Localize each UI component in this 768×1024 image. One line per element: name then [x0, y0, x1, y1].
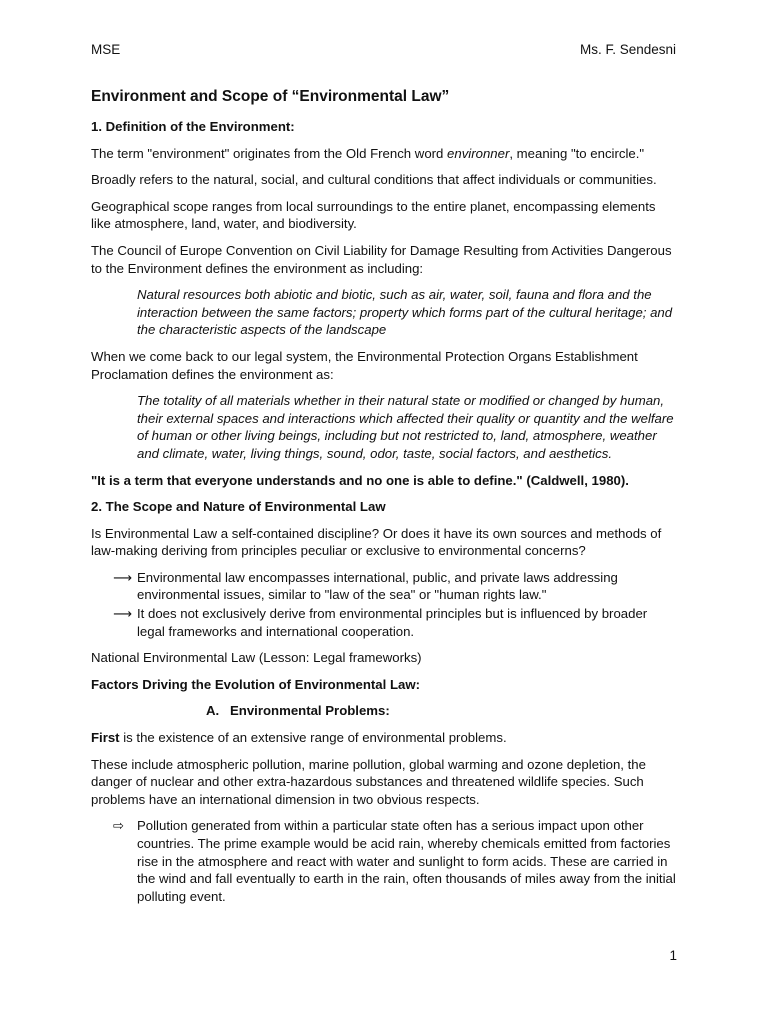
geographical-scope-paragraph: Geographical scope ranges from local surroundings to the entire planet, encompassing elements like atmosphere, land, water, and biodiversity.: [91, 198, 656, 232]
etymology-paragraph: [91, 145, 677, 163]
list-item: [91, 569, 677, 604]
section1-heading: 1. Definition of the Environment:: [91, 119, 295, 134]
list-item-text: Environmental law encompasses international, public, and private laws addressing environmental issues, similar to "law of the sea" or "human rights law.": [137, 569, 618, 603]
list-item: [91, 605, 677, 640]
proclamation-quote: The totality of all materials whether in their natural state or modified or changed by human, their external spaces and interactions which affected their quality or quantity and the welfare of human or other living beings, including but not restricted to, land, atmosphere, weather and climate, water, living things, sound, odor, taste, social factors, and aesthetics.: [137, 393, 674, 461]
subsection-letter: A.: [206, 703, 220, 719]
national-law-note: National Environmental Law (Lesson: Legal frameworks): [91, 650, 422, 666]
convention-quote: Natural resources both abiotic and biotic, such as air, water, soil, fauna and flora and the interaction between the same factors; property which forms part of the cultural heritage; and the characteristic aspects of the landscape: [137, 287, 673, 338]
first-label: First: [91, 730, 120, 746]
self-contained-question: Is Environmental Law a self-contained discipline? Or does it have its own sources and methods of law-making deriving from principles peculiar or exclusive to environmental concerns?: [91, 525, 662, 559]
outline-arrow-icon: ⇨: [113, 818, 125, 834]
header-course: MSE: [91, 42, 121, 57]
section2-heading: 2. The Scope and Nature of Environmental Law: [91, 499, 386, 515]
document-body: [91, 87, 677, 906]
page-number: 1: [669, 948, 677, 963]
etymology-before: The term "environment" originates from the Old French word: [91, 145, 448, 161]
factors-heading: Factors Driving the Evolution of Environmental Law:: [91, 676, 420, 692]
etymology-after: , meaning "to encircle.": [509, 145, 645, 161]
subsection-heading: [91, 702, 677, 720]
council-convention-paragraph: The Council of Europe Convention on Civil Liability for Damage Resulting from Activities Dangerous to the Environment defines the environment as including:: [91, 242, 672, 276]
problems-paragraph: These include atmospheric pollution, marine pollution, global warming and ozone depletion, the danger of nuclear and other extra-hazardous substances and threatened wildlife species. Such problems have an international dimension in two obvious respects.: [91, 756, 646, 807]
list-item-text: It does not exclusively derive from environmental principles but is influenced by broader legal frameworks and international cooperation.: [137, 606, 648, 639]
arrow-right-icon: ⟶: [113, 606, 132, 622]
subsection-title: Environmental Problems:: [230, 703, 390, 719]
caldwell-citation: "It is a term that everyone understands and no one is able to define." (Caldwell, 1980).: [91, 472, 629, 488]
page-title: Environment and Scope of “Environmental Law”: [91, 88, 450, 105]
list-item: [91, 817, 677, 905]
header-author: Ms. F. Sendesni: [579, 42, 676, 57]
arrow-right-icon: ⟶: [113, 569, 132, 585]
legal-system-paragraph: When we come back to our legal system, the Environmental Protection Organs Establishment Proclamation defines the environment as:: [91, 348, 638, 382]
first-factor-paragraph: [91, 729, 677, 747]
first-text: is the existence of an extensive range of environmental problems.: [119, 730, 507, 746]
etymology-word: environner: [447, 145, 510, 161]
broad-definition-paragraph: Broadly refers to the natural, social, and cultural conditions that affect individuals or communities.: [91, 172, 657, 188]
list-item-text: Pollution generated from within a particular state often has a serious impact upon other countries. The prime example would be acid rain, whereby chemicals emitted from factories rise in the atmosphere and react with water and sunlight to form acids. These are carried in the wind and fall eventually to earth in the rain, often thousands of miles away from the initial polluting event.: [137, 818, 676, 904]
